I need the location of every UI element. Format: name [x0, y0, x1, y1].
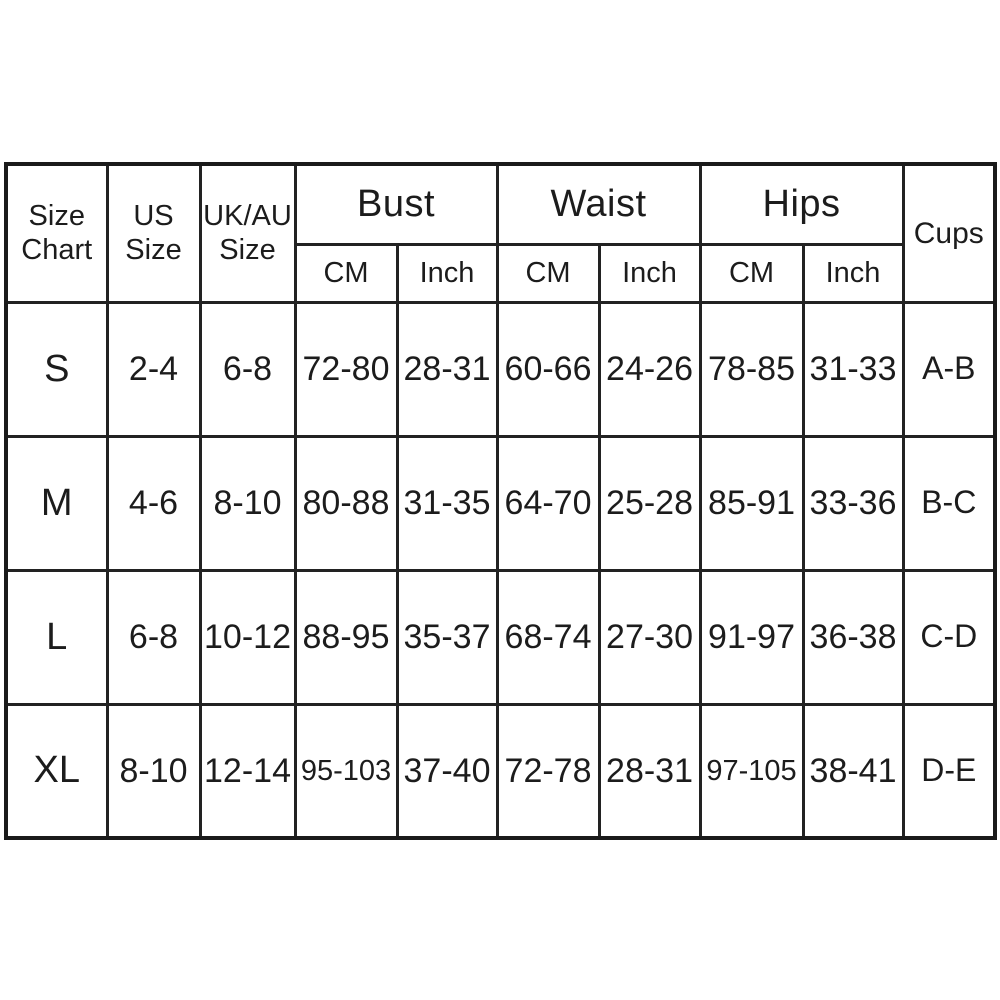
m-hips-inch: 33-36	[803, 436, 903, 570]
header-bust-inch: Inch	[397, 244, 497, 302]
l-cups: C-D	[903, 570, 995, 704]
size-label-xl: XL	[6, 704, 107, 838]
header-hips-cm: CM	[700, 244, 803, 302]
s-cups: A-B	[903, 302, 995, 436]
m-waist-inch: 25-28	[599, 436, 700, 570]
size-chart-table	[4, 162, 997, 840]
size-label-m: M	[6, 436, 107, 570]
s-waist-inch: 24-26	[599, 302, 700, 436]
s-hips-cm: 78-85	[700, 302, 803, 436]
m-cups: B-C	[903, 436, 995, 570]
header-hips-inch: Inch	[803, 244, 903, 302]
header-us-size: US Size	[107, 164, 200, 302]
l-bust-inch: 35-37	[397, 570, 497, 704]
l-waist-cm: 68-74	[497, 570, 599, 704]
m-hips-cm: 85-91	[700, 436, 803, 570]
m-us-size: 4-6	[107, 436, 200, 570]
xl-bust-cm: 95-103	[295, 704, 397, 838]
header-waist-cm: CM	[497, 244, 599, 302]
table-row-m	[6, 436, 995, 570]
m-bust-cm: 80-88	[295, 436, 397, 570]
l-bust-cm: 88-95	[295, 570, 397, 704]
s-uk-au-size: 6-8	[200, 302, 295, 436]
xl-hips-inch: 38-41	[803, 704, 903, 838]
xl-bust-inch: 37-40	[397, 704, 497, 838]
l-uk-au-size: 10-12	[200, 570, 295, 704]
l-hips-cm: 91-97	[700, 570, 803, 704]
xl-waist-cm: 72-78	[497, 704, 599, 838]
s-waist-cm: 60-66	[497, 302, 599, 436]
l-waist-inch: 27-30	[599, 570, 700, 704]
l-us-size: 6-8	[107, 570, 200, 704]
header-size-chart: Size Chart	[6, 164, 107, 302]
s-bust-inch: 28-31	[397, 302, 497, 436]
xl-uk-au-size: 12-14	[200, 704, 295, 838]
header-cups: Cups	[903, 164, 995, 302]
m-waist-cm: 64-70	[497, 436, 599, 570]
s-hips-inch: 31-33	[803, 302, 903, 436]
header-waist: Waist	[497, 164, 700, 244]
header-waist-inch: Inch	[599, 244, 700, 302]
xl-waist-inch: 28-31	[599, 704, 700, 838]
xl-cups: D-E	[903, 704, 995, 838]
table-row-s	[6, 302, 995, 436]
m-uk-au-size: 8-10	[200, 436, 295, 570]
table-row-xl	[6, 704, 995, 838]
header-uk-au-size: UK/AU Size	[200, 164, 295, 302]
header-bust-cm: CM	[295, 244, 397, 302]
xl-hips-cm: 97-105	[700, 704, 803, 838]
s-us-size: 2-4	[107, 302, 200, 436]
table-row-l	[6, 570, 995, 704]
l-hips-inch: 36-38	[803, 570, 903, 704]
size-label-s: S	[6, 302, 107, 436]
m-bust-inch: 31-35	[397, 436, 497, 570]
header-bust: Bust	[295, 164, 497, 244]
size-label-l: L	[6, 570, 107, 704]
header-hips: Hips	[700, 164, 903, 244]
xl-us-size: 8-10	[107, 704, 200, 838]
s-bust-cm: 72-80	[295, 302, 397, 436]
